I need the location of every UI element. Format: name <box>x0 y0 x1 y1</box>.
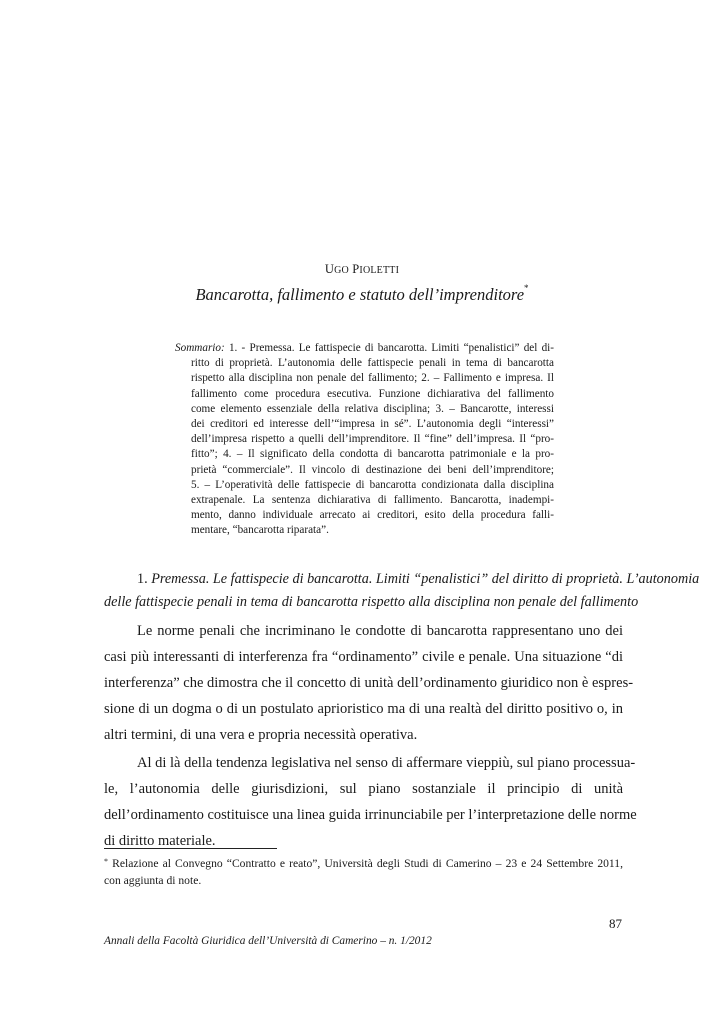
body-line: altri termini, di una vera e propria necessità operativa. <box>104 727 418 743</box>
author-last-initial: P <box>352 262 360 276</box>
footnote-text: Relazione al Convegno “Contratto e reato”, Università degli Studi di Camerino – 23 e 24 Settembre 2011, <box>108 857 623 870</box>
section-heading <box>104 568 700 614</box>
summary-block <box>175 341 554 539</box>
summary-line: mentare, “bancarotta riparata”. <box>191 524 329 537</box>
footnote-line: con aggiunta di note. <box>104 874 202 887</box>
body-text <box>104 618 637 854</box>
title-footnote-marker: * <box>524 283 529 293</box>
body-line: le, l’autonomia delle giurisdizioni, sul piano sostanziale il principio di unità <box>104 781 623 797</box>
article-title-text: Bancarotta, fallimento e statuto dell’imprenditore <box>195 285 525 304</box>
article-title <box>0 285 724 305</box>
summary-line: fitto”; 4. – Il significato della condotta di bancarotta patrimoniale e la pro- <box>191 448 554 461</box>
footnote <box>104 855 623 889</box>
author-last-rest: IOLETTI <box>359 265 400 276</box>
summary-line: fallimento come procedura esecutiva. Funzione dichiarativa del fallimento <box>191 387 554 400</box>
footnote-divider <box>104 848 277 849</box>
summary-label: Sommario: <box>175 342 225 354</box>
section-heading-text: Premessa. Le fattispecie di bancarotta. Limiti “penalistici” del diritto di proprietà. L’autonomia <box>151 571 700 587</box>
section-number: 1. <box>137 571 152 587</box>
page-number: 87 <box>609 916 622 931</box>
summary-line: ritto di proprietà. L’autonomia delle fattispecie penali in tema di bancarotta <box>191 357 554 370</box>
summary-line: rispetto alla disciplina non penale del fallimento; 2. – Fallimento e impresa. Il <box>191 372 554 385</box>
journal-footer: Annali della Facoltà Giuridica dell’Università di Camerino – n. 1/2012 <box>104 935 432 947</box>
summary-line: extrapenale. La sentenza dichiarativa di fallimento. Bancarotta, inadempi- <box>191 494 554 507</box>
body-line: Al di là della tendenza legislativa nel senso di affermare vieppiù, sul piano processua- <box>137 755 636 771</box>
summary-line: come elemento essenziale della relativa disciplina; 3. – Bancarotte, interessi <box>191 402 554 415</box>
body-line: sione di un dogma o di un postulato aprioristico ma di una realtà del diritto positivo o, in <box>104 701 623 717</box>
body-line: casi più interessanti di interferenza fra “ordinamento” civile e penale. Una situazione “di <box>104 649 623 665</box>
body-line: dell’ordinamento costituisce una linea guida irrinunciabile per l’interpretazione delle norme <box>104 807 637 823</box>
body-line: Le norme penali che incriminano le condotte di bancarotta rappresentano uno dei <box>137 623 623 639</box>
summary-line: mento, danno individuale arrecato ai creditori, esito della procedura falli- <box>191 509 554 522</box>
summary-line: prietà “commerciale”. Il vincolo di destinazione dei beni dell’imprenditore; <box>191 463 554 476</box>
footnote-line <box>104 855 623 872</box>
body-line: interferenza” che dimostra che il concetto di unità dell’ordinamento giuridico non è espres- <box>104 675 634 691</box>
summary-line: 5. – L’operatività delle fattispecie di bancarotta condizionata dalla disciplina <box>191 478 554 491</box>
body-line: di diritto materiale. <box>104 833 216 849</box>
summary-line <box>175 341 554 356</box>
author-first-initial: U <box>324 262 335 276</box>
summary-line: dei creditori ed interesse dell’“impresa in sé”. L’autonomia degli “interessi” <box>191 418 554 431</box>
author-first-rest: GO <box>334 265 349 276</box>
section-heading-line <box>104 568 700 591</box>
summary-line-text: 1. - Premessa. Le fattispecie di bancarotta. Limiti “penalistici” del di- <box>224 342 554 354</box>
author-name <box>0 262 724 277</box>
footnote-marker: * <box>104 857 108 866</box>
section-heading-line: delle fattispecie penali in tema di bancarotta rispetto alla disciplina non penale del fallimento <box>104 594 639 610</box>
summary-line: dell’impresa rispetto a quelli dell’imprenditore. Il “fine” dell’impresa. Il “pro- <box>191 433 554 446</box>
